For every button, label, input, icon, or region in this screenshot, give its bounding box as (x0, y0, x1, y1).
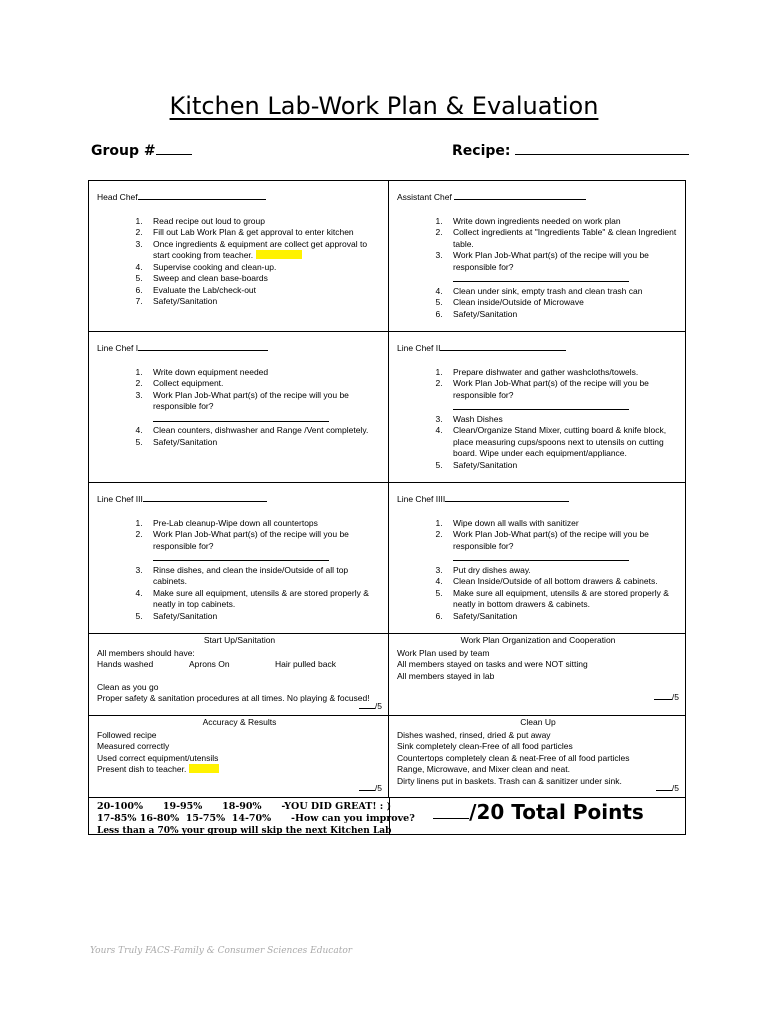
list-item: 3. Rinse dishes, and clean the inside/Outside of all top cabinets. (145, 565, 382, 588)
list-item: 4. Make sure all equipment, utensils & are stored properly & neatly in top cabinets. (145, 588, 382, 611)
cleanup-line: Dirty linens put in baskets. Trash can & sanitizer under sink. (397, 775, 622, 786)
accuracy-line: Measured correctly (97, 741, 170, 751)
line-chef-1-cell (89, 332, 389, 482)
list-item: 1. Read recipe out loud to group (145, 216, 382, 228)
assistant-chef-job-field[interactable] (453, 273, 629, 282)
cleanup-score-field[interactable]: /5 (656, 782, 679, 795)
list-item: 5. Safety/Sanitation (145, 437, 382, 449)
teacher-approval-highlight (256, 250, 302, 259)
list-item: 3. Once ingredients & equipment are collect get approval to start cooking from teacher. (145, 239, 382, 262)
table-row (89, 181, 685, 332)
list-item: 2. Collect equipment. (145, 378, 382, 390)
head-chef-name-field[interactable] (138, 191, 266, 200)
grading-line: 17-85% 16-80% 15-75% 14-70% -How can you improve? (97, 813, 415, 824)
line-chef-1-job-field[interactable] (153, 413, 329, 422)
clean-up-cell (389, 716, 685, 797)
work-plan-cooperation-cell (389, 634, 685, 715)
table-row (89, 332, 685, 483)
workplan-score-field[interactable]: /5 (654, 691, 679, 704)
table-row (89, 634, 685, 716)
workplan-line: Work Plan used by team (397, 647, 490, 658)
list-item: 4. Clean under sink, empty trash and clean trash can (445, 286, 679, 298)
startup-line: Proper safety & sanitation procedures at all times. No playing & focused! (97, 693, 370, 703)
list-item: 4. Clean Inside/Outside of all bottom drawers & cabinets. (445, 576, 679, 588)
list-item: 6. Safety/Sanitation (445, 611, 679, 623)
list-item: 1. Wipe down all walls with sanitizer (445, 518, 679, 530)
head-chef-cell (89, 181, 389, 331)
line-chef-3-name-field[interactable] (143, 493, 267, 502)
line-chef-4-tasks (397, 518, 679, 623)
list-item: 2. Work Plan Job-What part(s) of the recipe will you be responsible for? (145, 529, 382, 565)
accuracy-line: Present dish to teacher. (97, 764, 382, 776)
workplan-title: Work Plan Organization and Cooperation (460, 635, 616, 645)
cleanup-line: Sink completely clean-Free of all food particles (397, 741, 573, 751)
list-item: 4. Clean counters, dishwasher and Range /Vent completely. (145, 425, 382, 437)
startup-checklist (97, 659, 382, 671)
table-row (89, 798, 685, 834)
line-chef-4-label: Line Chef IIII (397, 494, 446, 504)
cleanup-title: Clean Up (520, 717, 556, 727)
head-chef-label: Head Chef (97, 192, 138, 202)
hands-washed-label: Hands washed (97, 659, 154, 669)
list-item: 1. Prepare dishwater and gather washcloths/towels. (445, 367, 679, 379)
accuracy-line: Used correct equipment/utensils (97, 752, 219, 763)
grading-line: 20-100% 19-95% 18-90% -YOU DID GREAT! : ) (97, 801, 392, 812)
list-item: 3. Work Plan Job-What part(s) of the recipe will you be responsible for? (145, 390, 382, 426)
recipe-label: Recipe: (452, 143, 511, 159)
list-item: 4. Supervise cooking and clean-up. (145, 262, 382, 274)
table-row (89, 716, 685, 798)
table-row (89, 483, 685, 634)
group-number-field[interactable] (91, 143, 192, 159)
startup-title: Start Up/Sanitation (203, 635, 276, 645)
list-item: 7. Safety/Sanitation (145, 296, 382, 308)
hair-pulled-back-label: Hair pulled back (275, 659, 336, 669)
grading-line: Less than a 70% your group will skip the next Kitchen Lab (97, 826, 392, 836)
aprons-on-label: Aprons On (189, 659, 230, 669)
accuracy-line: Followed recipe (97, 729, 157, 740)
list-item: 5. Sweep and clean base-boards (145, 273, 382, 285)
head-chef-tasks (97, 216, 382, 308)
assistant-chef-cell (389, 181, 685, 331)
line-chef-2-label: Line Chef II (397, 343, 441, 353)
list-item: 2. Work Plan Job-What part(s) of the recipe will you be responsible for? (445, 529, 679, 565)
list-item: 1. Pre-Lab cleanup-Wipe down all countertops (145, 518, 382, 530)
workplan-line: All members stayed on tasks and were NOT sitting (397, 659, 588, 669)
line-chef-1-tasks (97, 367, 382, 449)
list-item: 4. Clean/Organize Stand Mixer, cutting board & knife block, place measuring cups/spoons next to utensils on cutting board. Wipe under each equipment/appliance. (445, 425, 679, 460)
page-title: Kitchen Lab-Work Plan & Evaluation (169, 92, 599, 120)
teacher-sign-highlight (189, 764, 219, 773)
assistant-chef-label: Assistant Chef (397, 192, 452, 202)
startup-score-field[interactable]: /5 (359, 700, 382, 713)
accuracy-results-cell (89, 716, 389, 797)
list-item: 6. Evaluate the Lab/check-out (145, 285, 382, 297)
startup-line: Clean as you go (97, 681, 159, 692)
list-item: 5. Clean inside/Outside of Microwave (445, 297, 679, 309)
assistant-chef-name-field[interactable] (454, 191, 586, 200)
assistant-chef-tasks (397, 216, 679, 321)
line-chef-3-label: Line Chef III (97, 494, 143, 504)
cleanup-line: Countertops completely clean & neat-Free of all food particles (397, 752, 630, 763)
line-chef-1-label: Line Chef I (97, 343, 139, 353)
list-item: 5. Safety/Sanitation (445, 460, 679, 472)
line-chef-2-job-field[interactable] (453, 401, 629, 410)
line-chef-1-name-field[interactable] (138, 342, 268, 351)
accuracy-title: Accuracy & Results (202, 717, 277, 727)
line-chef-4-cell (389, 483, 685, 633)
line-chef-3-cell (89, 483, 389, 633)
list-item: 2. Fill out Lab Work Plan & get approval to enter kitchen (145, 227, 382, 239)
list-item: 6. Safety/Sanitation (445, 309, 679, 321)
cleanup-line: Dishes washed, rinsed, dried & put away (397, 729, 551, 740)
list-item: 1. Write down ingredients needed on work plan (445, 216, 679, 228)
startup-sanitation-cell (89, 634, 389, 715)
grading-scale (89, 798, 415, 836)
line-chef-4-name-field[interactable] (445, 493, 569, 502)
workplan-line: All members stayed in lab (397, 670, 495, 681)
line-chef-4-job-field[interactable] (453, 552, 629, 561)
list-item: 3. Work Plan Job-What part(s) of the recipe will you be responsible for? (445, 250, 679, 286)
list-item: 5. Safety/Sanitation (145, 611, 382, 623)
list-item: 3. Wash Dishes (445, 414, 679, 426)
group-label: Group # (91, 143, 156, 159)
total-points-label: /20 Total Points (469, 800, 644, 824)
list-item: 5. Make sure all equipment, utensils & are stored properly & neatly in bottom drawers & cabinets. (445, 588, 679, 611)
list-item: 2. Work Plan Job-What part(s) of the recipe will you be responsible for? (445, 378, 679, 414)
line-chef-3-job-field[interactable] (153, 552, 329, 561)
total-points-field[interactable] (390, 798, 685, 834)
recipe-field[interactable] (452, 143, 689, 159)
line-chef-2-name-field[interactable] (440, 342, 566, 351)
line-chef-2-cell (389, 332, 685, 482)
list-item: 3. Put dry dishes away. (445, 565, 679, 577)
cleanup-line: Range, Microwave, and Mixer clean and neat. (397, 764, 570, 774)
list-item: 1. Write down equipment needed (145, 367, 382, 379)
line-chef-3-tasks (97, 518, 382, 623)
work-plan-table (88, 180, 686, 835)
footer-credit: Yours Truly FACS-Family & Consumer Sciences Educator (90, 946, 353, 956)
accuracy-score-field[interactable]: /5 (359, 782, 382, 795)
list-item: 2. Collect ingredients at "Ingredients Table" & clean Ingredient table. (445, 227, 679, 250)
line-chef-2-tasks (397, 367, 679, 472)
startup-line: All members should have: (97, 647, 195, 658)
